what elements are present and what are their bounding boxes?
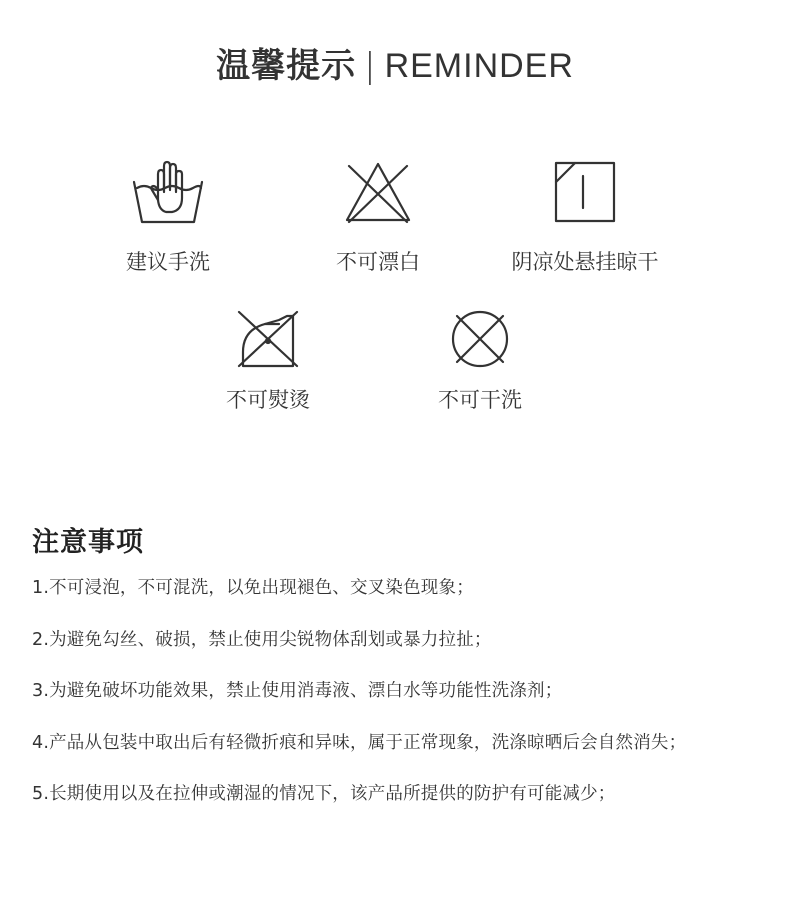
note-item: 5.长期使用以及在拉伸或潮湿的情况下，该产品所提供的防护有可能减少； (32, 784, 616, 804)
reminder-title (0, 38, 790, 87)
reminder-title-en: REMINDER (384, 47, 574, 85)
title-separator: | (364, 46, 377, 86)
notes-heading: 注意事项 (32, 527, 144, 558)
hand-wash-icon (128, 160, 208, 224)
care-item-hand-wash (68, 160, 268, 276)
care-item-no-dry-clean (380, 308, 580, 414)
note-item: 1.不可浸泡，不可混洗，以免出现褪色、交叉染色现象； (32, 578, 474, 598)
no-dry-clean-icon (449, 308, 511, 370)
shade-hang-dry-icon (553, 160, 617, 224)
care-item-shade-hang-dry (485, 160, 685, 276)
reminder-title-cn: 温馨提示 (216, 46, 357, 86)
care-label: 阴凉处悬挂晾干 (511, 250, 659, 274)
care-label: 不可漂白 (336, 250, 420, 274)
note-item: 3.为避免破坏功能效果，禁止使用消毒液、漂白水等功能性洗涤剂； (32, 681, 563, 701)
care-item-no-bleach (278, 160, 478, 276)
note-item: 4.产品从包装中取出后有轻微折痕和异味，属于正常现象，洗涤晾晒后会自然消失； (32, 732, 687, 753)
care-label: 不可干洗 (438, 388, 522, 412)
no-bleach-icon (343, 160, 413, 224)
care-label: 建议手洗 (126, 250, 210, 274)
notes-list (32, 574, 777, 832)
care-label: 不可熨烫 (226, 388, 310, 412)
no-iron-icon (235, 308, 301, 370)
care-item-no-iron (168, 308, 368, 414)
note-item: 2.为避免勾丝、破损，禁止使用尖锐物体刮划或暴力拉扯； (32, 629, 492, 650)
